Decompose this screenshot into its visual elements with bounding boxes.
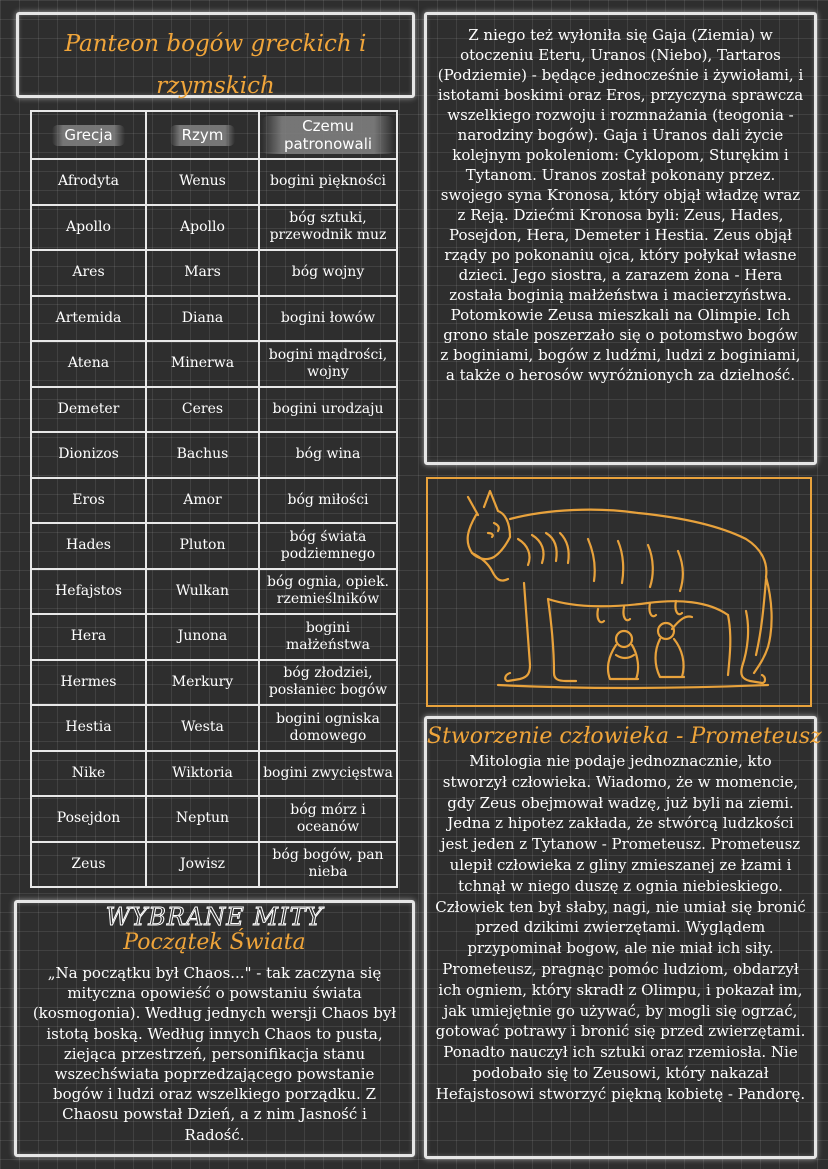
roman-god-cell: Apollo xyxy=(146,205,259,251)
roman-god-cell: Amor xyxy=(146,478,259,524)
capitoline-wolf-icon xyxy=(428,479,810,705)
patronage-cell: bogini łowów xyxy=(259,296,397,342)
cosmogony-text: Z niego też wyłoniła się Gaja (Ziemia) w otoczeniu Eteru, Uranos (Niebo), Tartaros (Podziemie) - będące jednocześnie i żywiołami, i istotami boskimi oraz Eros, przyczyna sprawcza wszelkiego rozwoju i rozmnażania (teogonia - narodziny bogów). Gaja i Uranos dali życie kolejnym pokoleniom: Cyklopom, Sturękim i Tytanom. Uranos został pokonany przez. swojego syna Kronosa, który objął władzę wraz z Reją. Dziećmi Kronosa byli: Zeus, Hades, Posejdon, Hera, Demeter i Hestia. Zeus objął rządy po pokonaniu ojca, który połykał własne dzieci. Jego siostra, a zarazem żona - Hera została boginią małżeństwa i macierzyństwa. Potomkowie Zeusa mieszkali na Olimpie. Ich grono stale poszerzało się o potomstwo bogów z boginiami, bogów z ludźmi, ludzi z boginiami, a także o herosów wyróżnionych za dzielność. xyxy=(437,26,804,384)
table-row xyxy=(31,478,397,524)
roman-god-cell: Pluton xyxy=(146,523,259,569)
patronage-cell: bogini urodzaju xyxy=(259,387,397,433)
roman-god-cell: Minerwa xyxy=(146,341,259,387)
prometheus-text xyxy=(435,751,806,1105)
greek-god-cell: Zeus xyxy=(31,842,146,888)
greek-god-cell: Apollo xyxy=(31,205,146,251)
greek-god-cell: Artemida xyxy=(31,296,146,342)
patronage-cell: bóg wojny xyxy=(259,250,397,296)
roman-god-cell: Junona xyxy=(146,614,259,660)
header-greece-label: Grecja xyxy=(52,125,124,146)
patronage-cell: bóg wina xyxy=(259,432,397,478)
greek-god-cell: Hefajstos xyxy=(31,569,146,615)
roman-god-cell: Wulkan xyxy=(146,569,259,615)
greek-god-cell: Hades xyxy=(31,523,146,569)
table-row xyxy=(31,569,397,615)
greek-god-cell: Nike xyxy=(31,751,146,797)
patronage-cell: bóg świata podziemnego xyxy=(259,523,397,569)
header-rome-label: Rzym xyxy=(170,125,236,146)
patronage-cell: bóg sztuki, przewodnik muz xyxy=(259,205,397,251)
header-rome xyxy=(146,111,259,159)
myths-heading: WYBRANE MITY xyxy=(105,903,324,931)
roman-god-cell: Neptun xyxy=(146,796,259,842)
patronage-cell: bogini ogniska domowego xyxy=(259,705,397,751)
table-row xyxy=(31,842,397,888)
table-row xyxy=(31,796,397,842)
patronage-cell: bóg ognia, opiek. rzemieślników xyxy=(259,569,397,615)
table-row xyxy=(31,159,397,205)
greek-god-cell: Atena xyxy=(31,341,146,387)
patronage-cell: bogini małżeństwa xyxy=(259,614,397,660)
roman-god-cell: Jowisz xyxy=(146,842,259,888)
table-row xyxy=(31,660,397,706)
prometheus-paragraph-1: Mitologia nie podaje jednoznacznie, kto stworzył człowieka. Wiadomo, że w momencie, gdy Zeus obejmował wadzę, już byli na ziemi. Jedna z hipotez zakłada, że stwórcą ludzkości jest jeden z Tytanow - Prometeusz. Prometeusz ulepił człowieka z gliny zmieszanej ze łzami i tchnął w niego duszę z ognia niebieskiego. xyxy=(440,752,801,895)
title-frame xyxy=(16,12,415,98)
prometheus-frame xyxy=(424,716,822,1159)
table-row xyxy=(31,387,397,433)
myths-frame xyxy=(14,900,415,1157)
roman-god-cell: Ceres xyxy=(146,387,259,433)
roman-god-cell: Wiktoria xyxy=(146,751,259,797)
patronage-cell: bóg złodziei, posłaniec bogów xyxy=(259,660,397,706)
capitoline-wolf-image xyxy=(426,477,812,707)
patronage-cell: bóg bogów, pan nieba xyxy=(259,842,397,888)
roman-god-cell: Westa xyxy=(146,705,259,751)
prometheus-title: Stworzenie człowieka - Prometeusz xyxy=(427,724,822,749)
prometheus-paragraph-2: Człowiek ten był słaby, nagi, nie umiał się bronić przed dzikimi zwierzętami. Wyglądem przypominał bogow, ale nie miał ich siły. Prometeusz, pragnąc pomóc ludziom, obdarzył ich ogniem, który skradł z Olimpu, i pokazał im, jak umiejętnie go używać, by mogli się ogrzać, gotować potrawy i bronić się przed zwierzętami. Ponadto nauczył ich sztuki oraz rzemiosła. Nie podobało się to Zeusowi, który nakazał Hefajstosowi stworzyć piękną kobietę - Pandorę. xyxy=(435,897,806,1103)
roman-god-cell: Bachus xyxy=(146,432,259,478)
roman-god-cell: Mars xyxy=(146,250,259,296)
greek-god-cell: Hestia xyxy=(31,705,146,751)
gods-table xyxy=(30,110,398,888)
table-row xyxy=(31,205,397,251)
roman-god-cell: Diana xyxy=(146,296,259,342)
table-row xyxy=(31,432,397,478)
header-patron xyxy=(259,111,397,159)
table-row xyxy=(31,250,397,296)
gods-table-body xyxy=(31,159,397,887)
header-patron-label: Czemu patronowali xyxy=(262,116,394,154)
greek-god-cell: Hera xyxy=(31,614,146,660)
patronage-cell: bogini piękności xyxy=(259,159,397,205)
table-row xyxy=(31,705,397,751)
greek-god-cell: Eros xyxy=(31,478,146,524)
table-row xyxy=(31,751,397,797)
table-row xyxy=(31,296,397,342)
patronage-cell: bogini mądrości, wojny xyxy=(259,341,397,387)
patronage-cell: bóg mórz i oceanów xyxy=(259,796,397,842)
greek-god-cell: Hermes xyxy=(31,660,146,706)
greek-god-cell: Dionizos xyxy=(31,432,146,478)
patronage-cell: bóg miłości xyxy=(259,478,397,524)
greek-god-cell: Posejdon xyxy=(31,796,146,842)
greek-god-cell: Ares xyxy=(31,250,146,296)
table-row xyxy=(31,341,397,387)
page-title: Panteon bogów greckich i rzymskich xyxy=(64,31,367,99)
roman-god-cell: Wenus xyxy=(146,159,259,205)
greek-god-cell: Demeter xyxy=(31,387,146,433)
table-row xyxy=(31,614,397,660)
myths-subheading: Początek Świata xyxy=(123,930,306,955)
patronage-cell: bogini zwycięstwa xyxy=(259,751,397,797)
table-row xyxy=(31,523,397,569)
myths-text: „Na początku był Chaos..." - tak zaczyna się mityczna opowieść o powstaniu świata (kosmogonia). Według jednych wersji Chaos był istotą boską. Według innych Chaos to pusta, ziejąca przestrzeń, personifikacja stanu wszechświata poprzedzającego powstanie bogów i ludzi oraz wszelkiego porządku. Z Chaosu powstał Dzień, a z nim Jasność i Radość. xyxy=(32,964,397,1144)
table-header-row xyxy=(31,111,397,159)
header-greece xyxy=(31,111,146,159)
roman-god-cell: Merkury xyxy=(146,660,259,706)
cosmogony-frame xyxy=(424,12,817,465)
greek-god-cell: Afrodyta xyxy=(31,159,146,205)
